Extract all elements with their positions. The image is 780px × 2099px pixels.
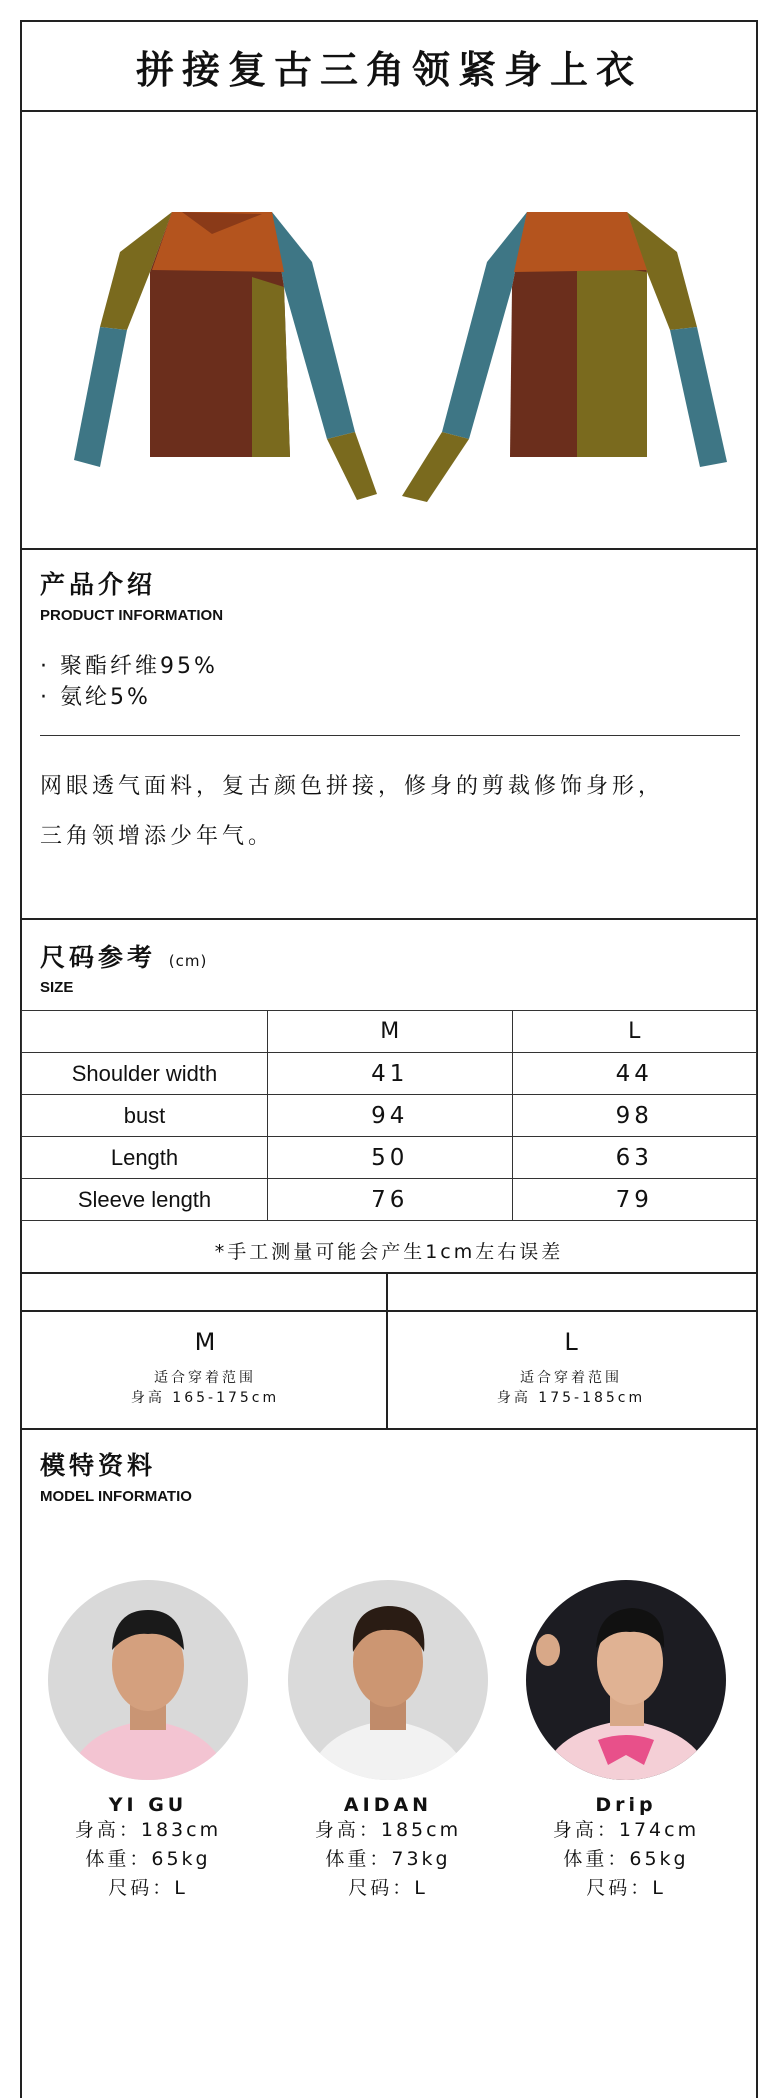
row-label: Shoulder width	[22, 1053, 268, 1095]
table-header-cell	[22, 1011, 268, 1053]
material-line: · 聚酯纤维95%	[40, 654, 218, 679]
size-m-value: 50	[268, 1137, 513, 1179]
avatar	[526, 1580, 726, 1780]
model-height: 身高：174cm	[552, 1819, 700, 1841]
table-row	[22, 1137, 757, 1179]
row-label: Length	[22, 1137, 268, 1179]
size-section-title	[40, 938, 207, 974]
product-photos	[22, 112, 756, 550]
description-line: 网眼透气面料，复古颜色拼接，修身的剪裁修饰身形，	[40, 774, 665, 799]
model-weight: 体重：65kg	[85, 1848, 211, 1870]
model-name: YI GU	[108, 1794, 188, 1816]
fit-size-label: L	[564, 1328, 578, 1356]
fit-size-label: M	[194, 1328, 216, 1356]
divider	[20, 918, 758, 920]
size-m-value: 94	[268, 1095, 513, 1137]
size-section-subtitle: SIZE	[40, 979, 74, 996]
model-size: 尺码：L	[586, 1877, 666, 1899]
divider	[20, 1428, 758, 1430]
table-header-row	[22, 1011, 757, 1053]
avatar	[288, 1580, 488, 1780]
table-row	[22, 1179, 757, 1221]
shirt-front-image	[74, 212, 377, 500]
avatar	[48, 1580, 248, 1780]
measurement-note: *手工测量可能会产生1cm左右误差	[214, 1240, 564, 1263]
page-title: 拼接复古三角领紧身上衣	[135, 47, 642, 92]
shirt-back-image	[402, 212, 727, 502]
fit-line: 适合穿着范围	[520, 1370, 622, 1386]
model-height: 身高：185cm	[314, 1819, 462, 1841]
divider	[20, 548, 758, 550]
fit-range-m	[22, 1318, 388, 1428]
model-size: 尺码：L	[348, 1877, 428, 1899]
size-m-value: 41	[268, 1053, 513, 1095]
fit-height-range: 身高 175-185cm	[496, 1390, 646, 1406]
model-height: 身高：183cm	[74, 1819, 222, 1841]
model-weight: 体重：65kg	[563, 1848, 689, 1870]
row-label: Sleeve length	[22, 1179, 268, 1221]
size-title-text: 尺码参考	[40, 943, 157, 972]
model-name: AIDAN	[343, 1794, 433, 1816]
size-table	[21, 1010, 757, 1221]
model-section-title: 模特资料	[40, 1451, 157, 1480]
size-l-value: 44	[512, 1053, 757, 1095]
table-row	[22, 1053, 757, 1095]
fit-height-range: 身高 165-175cm	[130, 1390, 280, 1406]
model-size: 尺码：L	[108, 1877, 188, 1899]
table-header-cell: M	[268, 1011, 513, 1053]
table-row	[22, 1095, 757, 1137]
model-name: Drip	[595, 1794, 657, 1816]
product-section-title: 产品介绍	[40, 570, 157, 599]
row-label: bust	[22, 1095, 268, 1137]
fit-line: 适合穿着范围	[154, 1370, 256, 1386]
model-card	[526, 1580, 726, 1903]
model-section-subtitle: MODEL INFORMATIO	[40, 1488, 192, 1505]
model-weight: 体重：73kg	[325, 1848, 451, 1870]
size-l-value: 63	[512, 1137, 757, 1179]
product-image	[22, 112, 756, 550]
size-l-value: 98	[512, 1095, 757, 1137]
size-m-value: 76	[268, 1179, 513, 1221]
description-line: 三角领增添少年气。	[40, 824, 275, 849]
table-header-cell: L	[512, 1011, 757, 1053]
product-description	[40, 762, 740, 862]
material-line: · 氨纶5%	[40, 685, 151, 710]
size-unit: (cm)	[168, 952, 208, 970]
divider	[40, 735, 740, 736]
product-section-subtitle: PRODUCT INFORMATION	[40, 607, 224, 624]
model-card	[288, 1580, 488, 1903]
model-card	[48, 1580, 248, 1903]
size-l-value: 79	[512, 1179, 757, 1221]
fit-range-l	[388, 1318, 754, 1428]
divider	[20, 1310, 758, 1312]
divider	[20, 1272, 758, 1274]
